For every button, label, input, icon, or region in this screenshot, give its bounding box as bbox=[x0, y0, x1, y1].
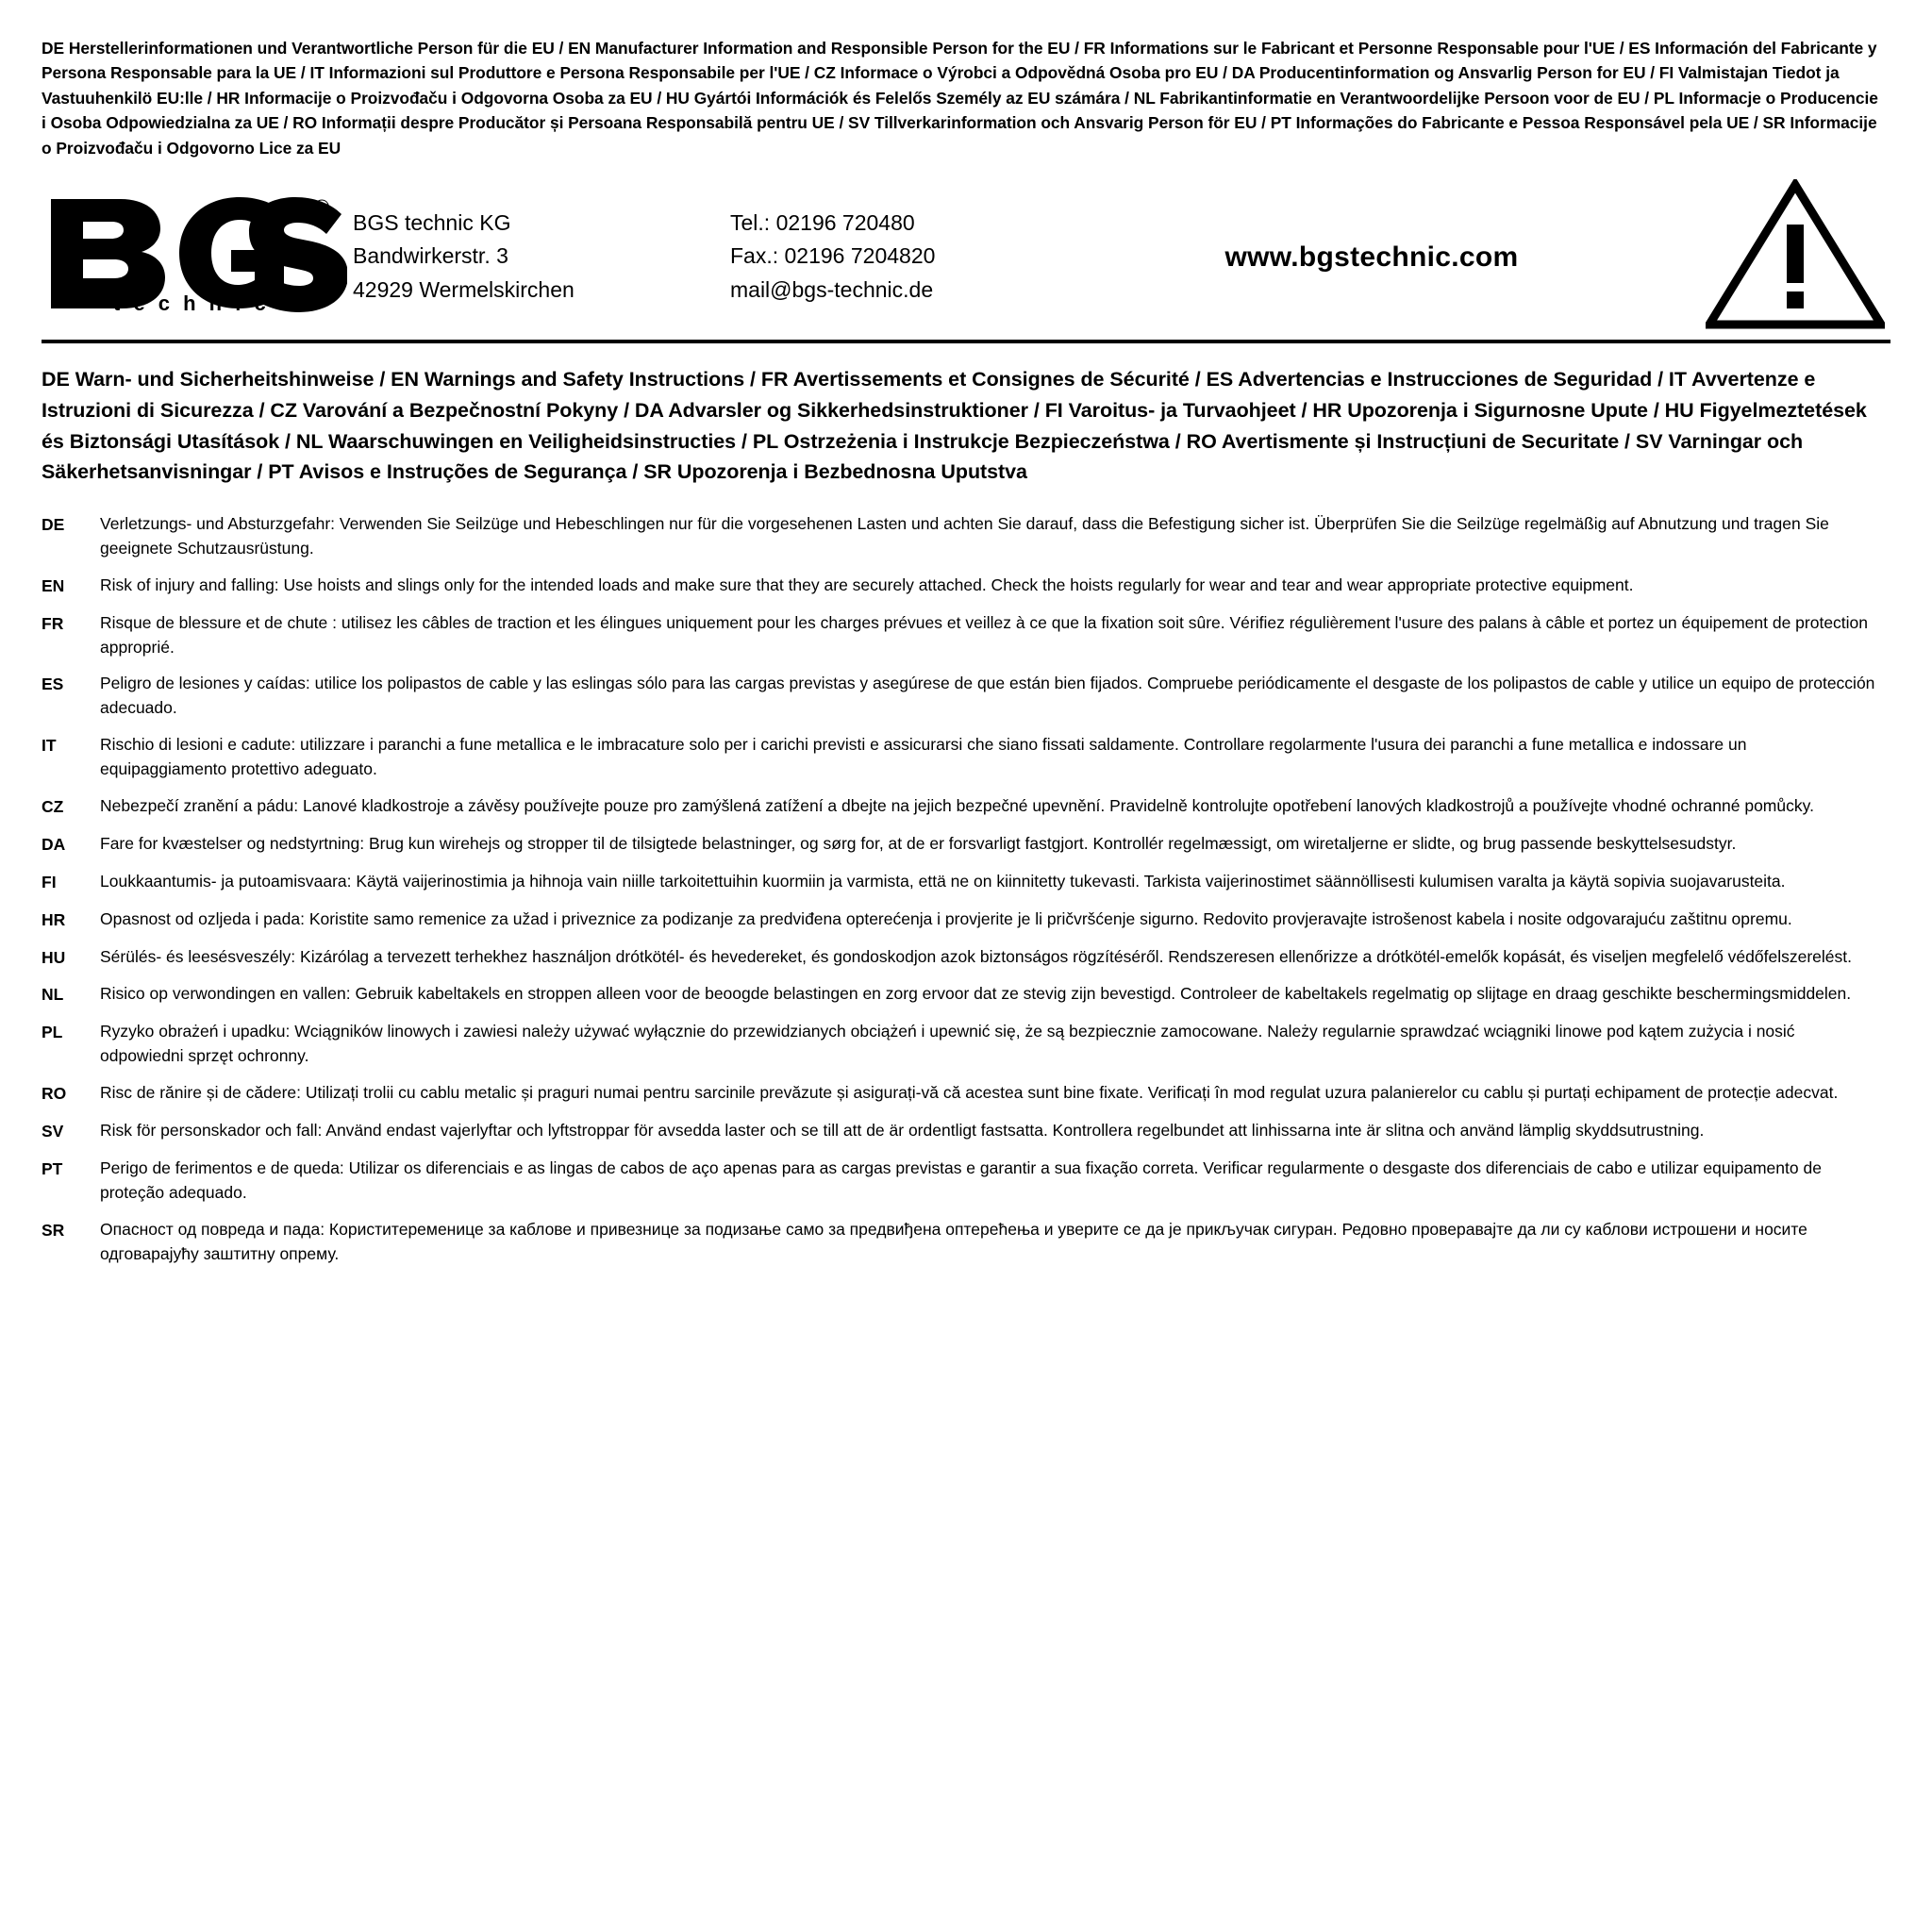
manufacturer-info-heading: DE Herstellerinformationen und Verantwortliche Person für die EU / EN Manufacturer Information and Responsible Person for the EU / FR Informations sur le Fabricant et Personne Responsable pour l'UE / ES Información del Fabricante y Persona Responsable para la UE / IT Informazioni sul Produttore e Persona Responsabile per l'UE / CZ Informace o Výrobci a Odpovědná Osoba pro EU / DA Producentinformation og Ansvarlig Person for EU / FI Valmistajan Tiedot ja Vastuuhenkilö EU:lle / HR Informacije o Proizvođaču i Odgovorna Osoba za EU / HU Gyártói Információk és Felelős Személy az EU számára / NL Fabrikantinformatie en Verantwoordelijke Persoon voor de EU / PL Informacje o Producencie i Osoba Odpowiedzialna za UE / RO Informații despre Producător și Persoana Responsabilă pentru UE / SV Tillverkarinformation och Ansvarig Person för EU / PT Informações do Fabricante e Pessoa Responsável pela UE / SR Informacije o Proizvođaču i Odgovorno Lice za EU bbox=[42, 39, 1878, 158]
bgs-logo-svg bbox=[45, 193, 347, 316]
warning-text: Nebezpečí zranění a pádu: Lanové kladkostroje a závěsy používejte pouze pro zamýšlená zatížení a dbejte na jejich bezpečné upevnění. Pravidelně kontrolujte opotřebení lanových kladkostrojů a používejte vhodné ochranné pomůcky. bbox=[100, 795, 1814, 815]
warning-triangle-icon bbox=[1702, 179, 1890, 330]
warning-text: Verletzungs- und Absturzgefahr: Verwenden Sie Seilzüge und Hebeschlingen nur für die vorgesehenen Lasten und achten Sie darauf, dass die Befestigung sicher ist. Überprüfen Sie die Seilzüge regelmäßig auf Abnutzung und tragen Sie geeignete Schutzausrüstung. bbox=[100, 513, 1829, 558]
company-name: BGS technic KG bbox=[353, 209, 511, 235]
language-code: ES bbox=[42, 675, 64, 694]
warning-text: Ryzyko obrażeń i upadku: Wciągników linowych i zawiesi należy używać wyłącznie do przewidzianych obciążeń i upewnić się, że są bezpiecznie zamocowane. Należy regularnie sprawdzać wciągniki linowe pod kątem zużycia i nosić odpowiedni sprzęt ochronny. bbox=[100, 1022, 1795, 1066]
warning-row-pl bbox=[42, 1020, 1890, 1069]
language-code: HU bbox=[42, 947, 66, 967]
company-fax: Fax.: 02196 7204820 bbox=[730, 243, 936, 269]
company-city: 42929 Wermelskirchen bbox=[353, 277, 575, 303]
warning-text: Risk of injury and falling: Use hoists and slings only for the intended loads and make sure that they are securely attached. Check the hoists regularly for wear and tear and wear appropriate protective equipment. bbox=[100, 575, 1634, 594]
warning-row-da bbox=[42, 832, 1890, 858]
company-contact bbox=[730, 203, 1041, 308]
language-code: IT bbox=[42, 736, 57, 756]
warning-text: Rischio di lesioni e cadute: utilizzare i paranchi a fune metallica e le imbracature solo per i carichi previsti e assicurarsi che siano fissati saldamente. Controllare regolarmente l'usura dei paranchi a fune metallica e indossare un equipaggiamento protettivo adeguato. bbox=[100, 735, 1747, 779]
language-code: EN bbox=[42, 575, 65, 595]
warning-row-pt bbox=[42, 1157, 1890, 1206]
company-contact-band bbox=[42, 174, 1890, 343]
safety-section-heading: DE Warn- und Sicherheitshinweise / EN Warnings and Safety Instructions / FR Avertissements et Consignes de Sécurité / ES Advertencias e Instrucciones de Seguridad / IT Avvertenze e Istruzioni di Sicurezza / CZ Varování a Bezpečnostní Pokyny / DA Advarsler og Sikkerhedsinstruktioner / FI Varoitus- ja Turvaohjeet / HR Upozorenja i Sigurnosne Upute / HU Figyelmeztetések és Biztonsági Utasítások / NL Waarschuwingen en Veiligheidsinstructies / PL Ostrzeżenia i Instrukcje Bezpieczeństwa / RO Avertismente și Instrucțiuni de Securitate / SV Varningar och Säkerhetsanvisningar / PT Avisos e Instruções de Segurança / SR Upozorenja i Bezbednosna Uputstva bbox=[42, 368, 1867, 484]
warning-row-sv bbox=[42, 1119, 1890, 1144]
svg-text:t e c h n i c: t e c h n i c bbox=[113, 291, 270, 316]
language-code: HR bbox=[42, 909, 66, 929]
warning-row-es bbox=[42, 672, 1890, 721]
warning-row-fr bbox=[42, 611, 1890, 660]
language-code: PT bbox=[42, 1158, 63, 1178]
warning-row-cz bbox=[42, 794, 1890, 820]
language-code: DA bbox=[42, 834, 66, 854]
warning-row-nl bbox=[42, 982, 1890, 1008]
warning-text: Opasnost od ozljeda i pada: Koristite samo remenice za užad i priveznice za podizanje za predviđena opterećenja i provjerite je li pričvršćenje sigurno. Redovito provjeravajte istrošenost kabela i nosite odgovarajuću zaštitnu opremu. bbox=[100, 908, 1792, 928]
warning-triangle-svg bbox=[1706, 179, 1885, 330]
warning-row-fi bbox=[42, 870, 1890, 895]
company-street: Bandwirkerstr. 3 bbox=[353, 243, 508, 269]
language-code: CZ bbox=[42, 796, 64, 816]
company-email[interactable]: mail@bgs-technic.de bbox=[730, 277, 934, 303]
warning-text: Perigo de ferimentos e de queda: Utilizar os diferenciais e as lingas de cabos de aço apenas para as cargas previstas e garantir a sua fixação correta. Verificar regularmente o desgaste dos diferenciais de cabo e utilizar equipamento de proteção adequado. bbox=[100, 1158, 1822, 1202]
warning-row-hu bbox=[42, 945, 1890, 971]
language-code: PL bbox=[42, 1023, 63, 1042]
warning-row-hr bbox=[42, 908, 1890, 933]
warning-text: Опасност од повреда и пада: Користитеременице за каблове и привезнице за подизање само за предвиђена оптерећења и уверите се да је прикључак сигуран. Редовно проверавајте да ли су каблови истрошени и носите одговарајућу заштитну опрему. bbox=[100, 1219, 1807, 1263]
language-code: SV bbox=[42, 1121, 64, 1141]
warning-text: Sérülés- és leesésveszély: Kizárólag a tervezett terhekhez használjon drótkötél- és hevedereket, és gondoskodjon azok biztonságos rögzítéséről. Rendszeresen ellenőrizze a drótkötél-emelők kopását, és viseljen megfelelő védőfelszerelést. bbox=[100, 946, 1852, 966]
language-code: FR bbox=[42, 613, 64, 633]
warning-text: Risk för personskador och fall: Använd endast vajerlyftar och lyftstroppar för avsedda laster och se till att de är ordentligt fastsatta. Kontrollera regelbundet att linhissarna inte är slitna och använd lämplig skyddsutrustning. bbox=[100, 1120, 1705, 1140]
warning-row-en bbox=[42, 574, 1890, 599]
company-tel: Tel.: 02196 720480 bbox=[730, 209, 915, 235]
language-code: SR bbox=[42, 1220, 65, 1240]
warning-row-de bbox=[42, 512, 1890, 561]
company-address bbox=[353, 203, 730, 308]
warning-row-sr bbox=[42, 1218, 1890, 1267]
warning-text: Risc de rănire și de cădere: Utilizați trolii cu cablu metalic și praguri numai pentru sarcinile prevăzute și asigurați-vă că acestea sunt bine fixate. Verificați în mod regulat uzura palanierelor cu cablu și purtați echipament de protecție adecvat. bbox=[100, 1083, 1839, 1103]
warning-text: Risico op verwondingen en vallen: Gebruik kabeltakels en stroppen alleen voor de beoogde belastingen en zorg ervoor dat ze stevig zijn bevestigd. Controleer de kabeltakels regelmatig op slijtage en draag geschikte beschermingsmiddelen. bbox=[100, 984, 1852, 1004]
language-code: RO bbox=[42, 1084, 67, 1104]
warning-row-it bbox=[42, 733, 1890, 782]
svg-text:®: ® bbox=[314, 195, 330, 220]
language-code: DE bbox=[42, 514, 65, 534]
warning-text: Risque de blessure et de chute : utilisez les câbles de traction et les élingues uniquement pour les charges prévues et veillez à ce que la fixation soit sûre. Vérifiez régulièrement l'usure des palans à câble et portez un équipement de protection approprié. bbox=[100, 612, 1869, 657]
warning-text: Fare for kvæstelser og nedstyrtning: Brug kun wirehejs og stropper til de tilsigtede belastninger, og sørg for, at de er forsvarligt fastgjort. Kontrollér regelmæssigt, om wiretaljerne er slidte, og brug passende beskyttelsesudstyr. bbox=[100, 833, 1737, 853]
company-website[interactable]: www.bgstechnic.com bbox=[1224, 242, 1519, 274]
warning-text: Loukkaantumis- ja putoamisvaara: Käytä vaijerinostimia ja hihnoja vain niille tarkoitettuihin kuormiin ja varmista, että ne on kiinnitetty tukevasti. Tarkista vaijerinostimet säännöllisesti kulumisen varalta ja käytä sopivia suojavarusteita. bbox=[100, 871, 1786, 891]
warning-text: Peligro de lesiones y caídas: utilice los polipastos de cable y las eslingas sólo para las cargas previstas y asegúrese de que están bien fijados. Compruebe periódicamente el desgaste de los polipastos de cable y utilice un equipo de protección adecuado. bbox=[100, 674, 1875, 718]
language-code: FI bbox=[42, 872, 57, 891]
warnings-list bbox=[42, 512, 1890, 1266]
language-code: NL bbox=[42, 985, 64, 1005]
warning-row-ro bbox=[42, 1081, 1890, 1107]
bgs-logo bbox=[42, 193, 353, 316]
